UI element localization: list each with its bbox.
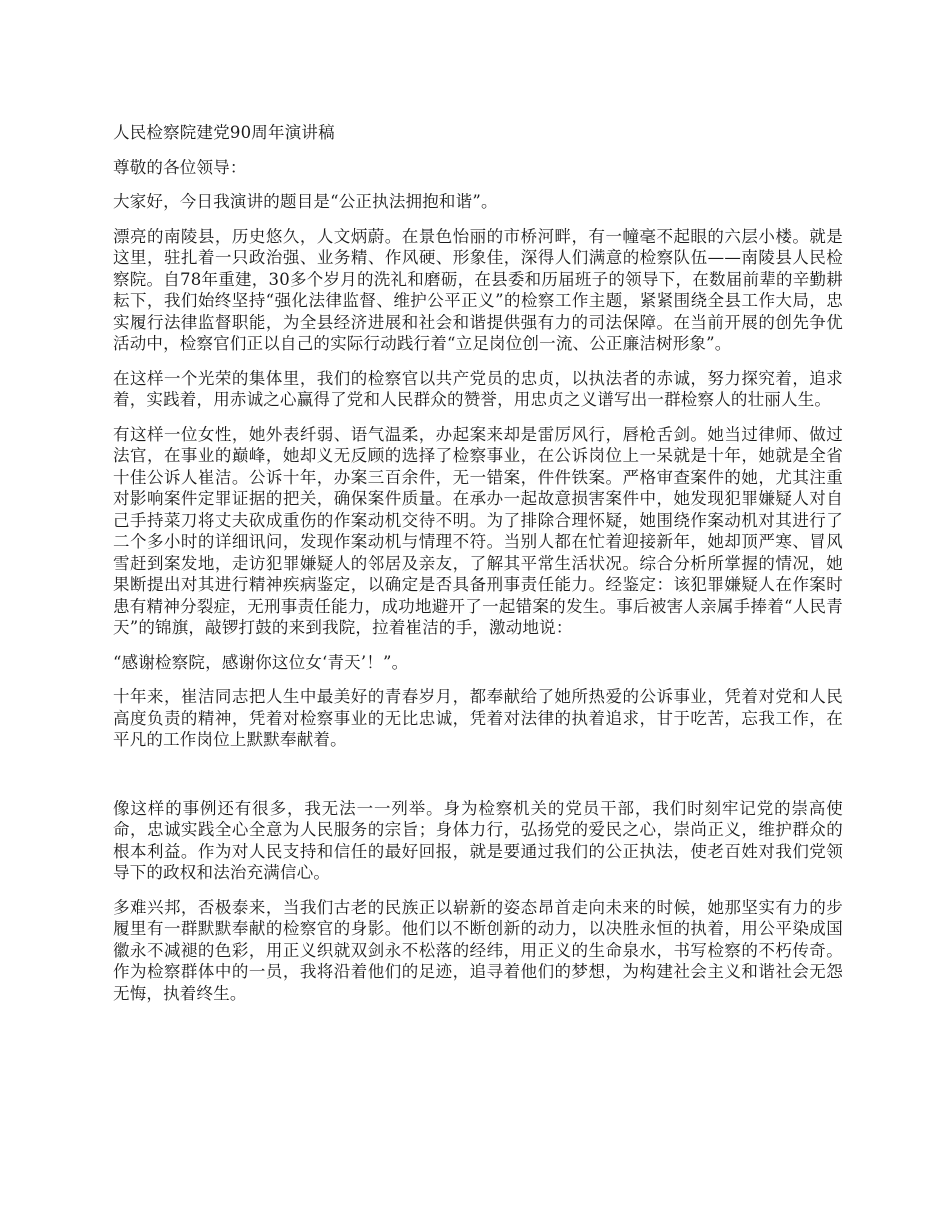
greeting: 尊敬的各位领导： bbox=[113, 157, 247, 177]
paragraph-quote: “感谢检察院，感谢你这位女‘青天’！”。 bbox=[113, 652, 409, 672]
blank-gap bbox=[113, 764, 843, 798]
paragraph-closing: 多难兴邦，否极泰来，当我们古老的民族正以崭新的姿态昂首走向未来的时候，她那坚实有力的步履里有一群默默奉献的检察官的身影。他们以不断创新的动力，以决胜永恒的执着，用公平染成国徽永不减褪的色彩，用正义织就双剑永不松落的经纬，用正义的生命泉水，书写检察的不朽传奇。作为检察群体中的一员，我将沿着他们的足迹，追寻着他们的梦想，为构建社会主义和谐社会无怨无悔，执着终生。 bbox=[113, 897, 843, 1003]
paragraph-many-examples: 像这样的事例还有很多，我无法一一列举。身为检察机关的党员干部，我们时刻牢记党的崇高使命，忠诚实践全心全意为人民服务的宗旨；身体力行，弘扬党的爱民之心，崇尚正义，维护群众的根本利益。作为对人民支持和信任的最好回报，就是要通过我们的公正执法，使老百姓对我们党领导下的政权和法治充满信心。 bbox=[113, 798, 843, 882]
paragraph-ten-years: 十年来，崔洁同志把人生中最美好的青春岁月，都奉献给了她所热爱的公诉事业，凭着对党和人民高度负责的精神，凭着对检察事业的无比忠诚，凭着对法律的执着追求，甘于吃苦，忘我工作，在平凡的工作岗位上默默奉献着。 bbox=[113, 687, 843, 749]
paragraph-cuijie-story: 有这样一位女性，她外表纤弱、语气温柔，办起案来却是雷厉风行，唇枪舌剑。她当过律师、做过法官，在事业的巅峰，她却义无反顾的选择了检察事业，在公诉岗位上一呆就是十年，她就是全省十佳公诉人崔洁。公诉十年，办案三百余件，无一错案，件件铁案。严格审查案件的她，尤其注重对影响案件定罪证据的把关，确保案件质量。在承办一起故意损害案件中，她发现犯罪嫌疑人对自己手持菜刀将丈夫砍成重伤的作案动机交待不明。为了排除合理怀疑，她围绕作案动机对其进行了二个多小时的详细讯问，发现作案动机与情理不符。当别人都在忙着迎接新年，她却顶严寒、冒风雪赶到案发地，走访犯罪嫌疑人的邻居及亲友，了解其平常生活状况。综合分析所掌握的情况，她果断提出对其进行精神疾病鉴定，以确定是否具备刑事责任能力。经鉴定：该犯罪嫌疑人在作案时患有精神分裂症，无刑事责任能力，成功地避开了一起错案的发生。事后被害人亲属手捧着“人民青天”的锦旗，敲锣打鼓的来到我院，拉着崔洁的手，激动地说： bbox=[113, 424, 843, 637]
document-page bbox=[113, 122, 843, 1017]
document-title: 人民检察院建党90周年演讲稿 bbox=[113, 123, 335, 142]
paragraph-intro: 大家好，今日我演讲的题目是“公正执法拥抱和谐”。 bbox=[113, 192, 498, 211]
paragraph-nanling: 漂亮的南陵县，历史悠久，人文炳蔚。在景色怡丽的市桥河畔，有一幢毫不起眼的六层小楼。就是这里，驻扎着一只政治强、业务精、作风硬、形象佳，深得人们满意的检察队伍——南陵县人民检察院。自78年重建，30多个岁月的洗礼和磨砺，在县委和历届班子的领导下，在数届前辈的辛勤耕耘下，我们始终坚持“强化法律监督、维护公平正义”的检察工作主题，紧紧围绕全县工作大局，忠实履行法律监督职能，为全县经济进展和社会和谐提供强有力的司法保障。在当前开展的创先争优活动中，检察官们正以自己的实际行动践行着“立足岗位创一流、公正廉洁树形象”。 bbox=[113, 226, 843, 353]
paragraph-collective: 在这样一个光荣的集体里，我们的检察官以共产党员的忠贞，以执法者的赤诚，努力探究着，追求着，实践着，用赤诚之心赢得了党和人民群众的赞誉，用忠贞之义谱写出一群检察人的壮丽人生。 bbox=[113, 368, 843, 409]
